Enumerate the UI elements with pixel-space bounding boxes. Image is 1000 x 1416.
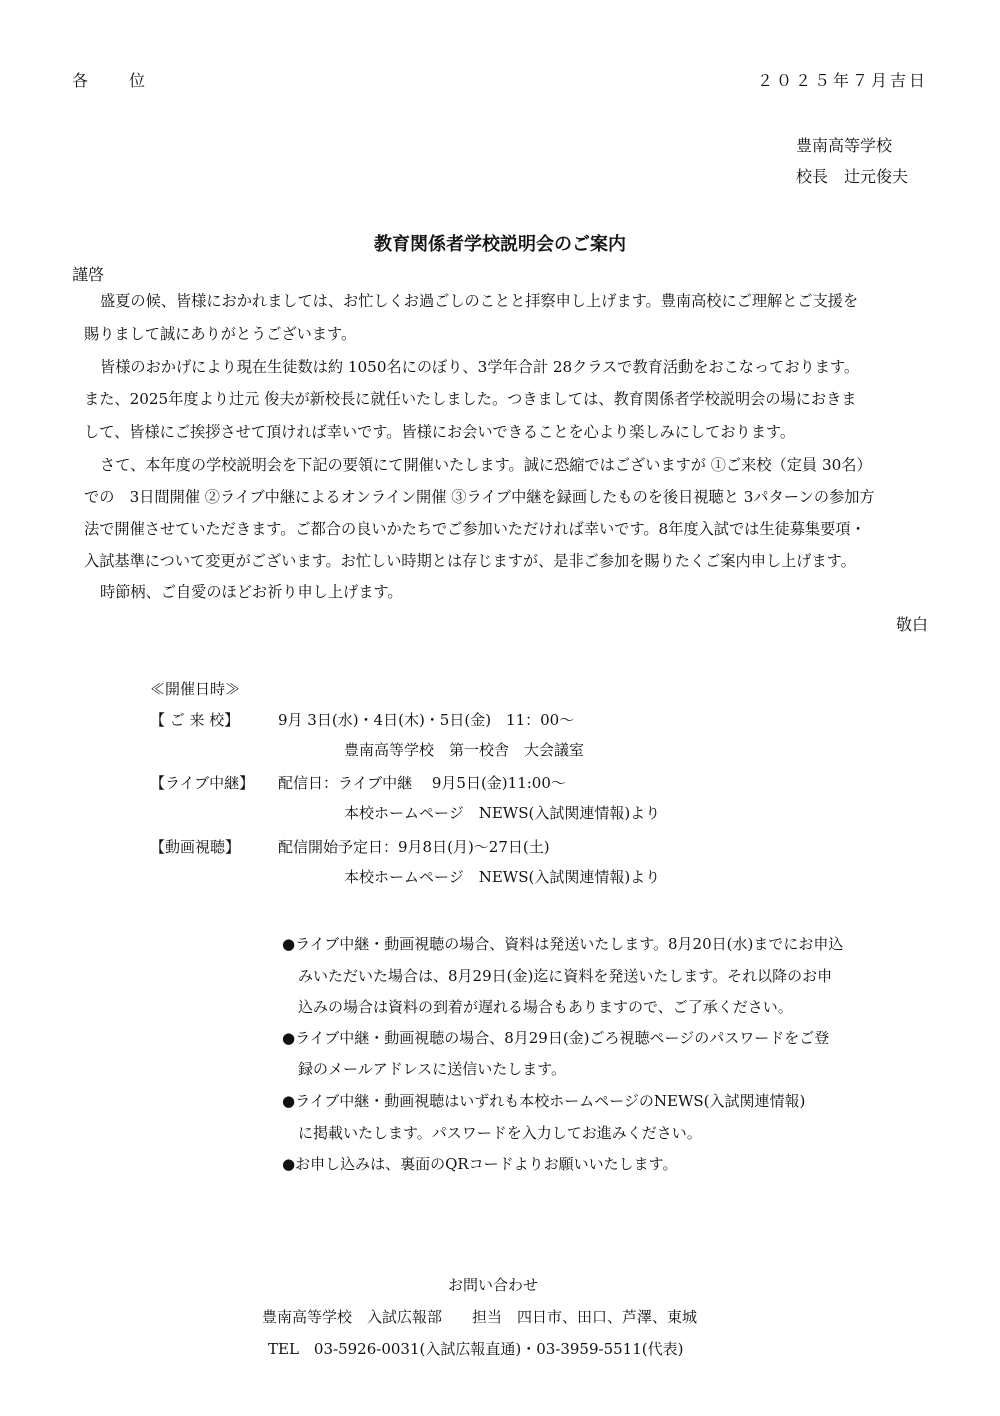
- principal-name: 校長 辻元俊夫: [796, 167, 909, 186]
- body-line: での 3日間開催 ②ライブ中継によるオンライン開催 ③ライブ中継を録画したものを後日視聴と 3パターンの参加方: [84, 488, 875, 506]
- schedule-label-video: 【動画視聴】: [150, 838, 241, 856]
- note-line: ●お申し込みは、裏面のQRコードよりお願いいたします。: [282, 1155, 678, 1173]
- schedule-label-visit: 【 ご 来 校】: [150, 711, 240, 729]
- contact-heading: お問い合わせ: [448, 1276, 539, 1294]
- body-line: 入試基準について変更がございます。お忙しい時期とは存じますが、是非ご参加を賜りたくご案内申し上げます。: [84, 552, 856, 570]
- salutation: 謹啓: [72, 265, 105, 284]
- body-line: また、2025年度より辻元 俊夫が新校長に就任いたしました。つきましては、教育関係者学校説明会の場におきま: [84, 390, 857, 408]
- note-line: みいただいた場合は、8月29日(金)迄に資料を発送いたします。それ以降のお申: [298, 967, 833, 985]
- contact-department: 豊南高等学校 入試広報部 担当 四日市、田口、芦澤、東城: [262, 1308, 698, 1326]
- body-line: して、皆様にご挨拶させて頂ければ幸いです。皆様にお会いできることを心より楽しみにしております。: [84, 423, 796, 441]
- schedule-live-date: 配信日：ライブ中継 9月5日(金)11:00～: [278, 774, 566, 792]
- contact-phone: TEL 03-5926-0031(入試広報直通)・03-3959-5511(代表): [268, 1340, 684, 1358]
- schedule-video-date: 配信開始予定日：9月8日(月)～27日(土): [278, 838, 550, 856]
- document-title: 教育関係者学校説明会のご案内: [374, 234, 626, 255]
- note-line: に掲載いたします。パスワードを入力してお進みください。: [298, 1124, 702, 1142]
- schedule-video-venue: 本校ホームページ NEWS(入試関連情報)より: [344, 868, 661, 886]
- body-line: 賜りまして誠にありがとうございます。: [84, 325, 357, 343]
- body-line: さて、本年度の学校説明会を下記の要領にて開催いたします。誠に恐縮ではございますが ①ご来校（定員 30名）: [100, 456, 872, 474]
- note-line: ●ライブ中継・動画視聴の場合、8月29日(金)ごろ視聴ページのパスワードをご登: [282, 1029, 830, 1047]
- schedule-label-live: 【ライブ中継】: [150, 774, 255, 792]
- school-name: 豊南高等学校: [796, 136, 893, 155]
- closing: 敬白: [895, 615, 928, 634]
- document-date: ２０２５年７月吉日: [756, 71, 928, 90]
- addressee: 各 位: [72, 71, 149, 90]
- note-line: ●ライブ中継・動画視聴の場合、資料は発送いたします。8月20日(水)までにお申込: [282, 935, 844, 953]
- schedule-visit-venue: 豊南高等学校 第一校舎 大会議室: [344, 741, 585, 759]
- schedule-live-venue: 本校ホームページ NEWS(入試関連情報)より: [344, 804, 661, 822]
- body-line: 法で開催させていただきます。ご都合の良いかたちでご参加いただければ幸いです。8年度入試では生徒募集要項・: [84, 520, 866, 538]
- note-line: 録のメールアドレスに送信いたします。: [298, 1060, 567, 1078]
- body-line: 時節柄、ご自愛のほどお祈り申し上げます。: [100, 583, 403, 601]
- note-line: 込みの場合は資料の到着が遅れる場合もありますので、ご了承ください。: [298, 998, 793, 1016]
- schedule-heading: ≪開催日時≫: [150, 680, 241, 698]
- body-line: 盛夏の候、皆様におかれましては、お忙しくお過ごしのことと拝察申し上げます。豊南高校にご理解とご支援を: [100, 292, 859, 310]
- body-line: 皆様のおかげにより現在生徒数は約 1050名にのぼり、3学年合計 28クラスで教育活動をおこなっております。: [100, 358, 860, 376]
- schedule-visit-date: 9月 3日(水)・4日(木)・5日(金) 11：00～: [278, 711, 575, 729]
- note-line: ●ライブ中継・動画視聴はいずれも本校ホームページのNEWS(入試関連情報): [282, 1092, 806, 1110]
